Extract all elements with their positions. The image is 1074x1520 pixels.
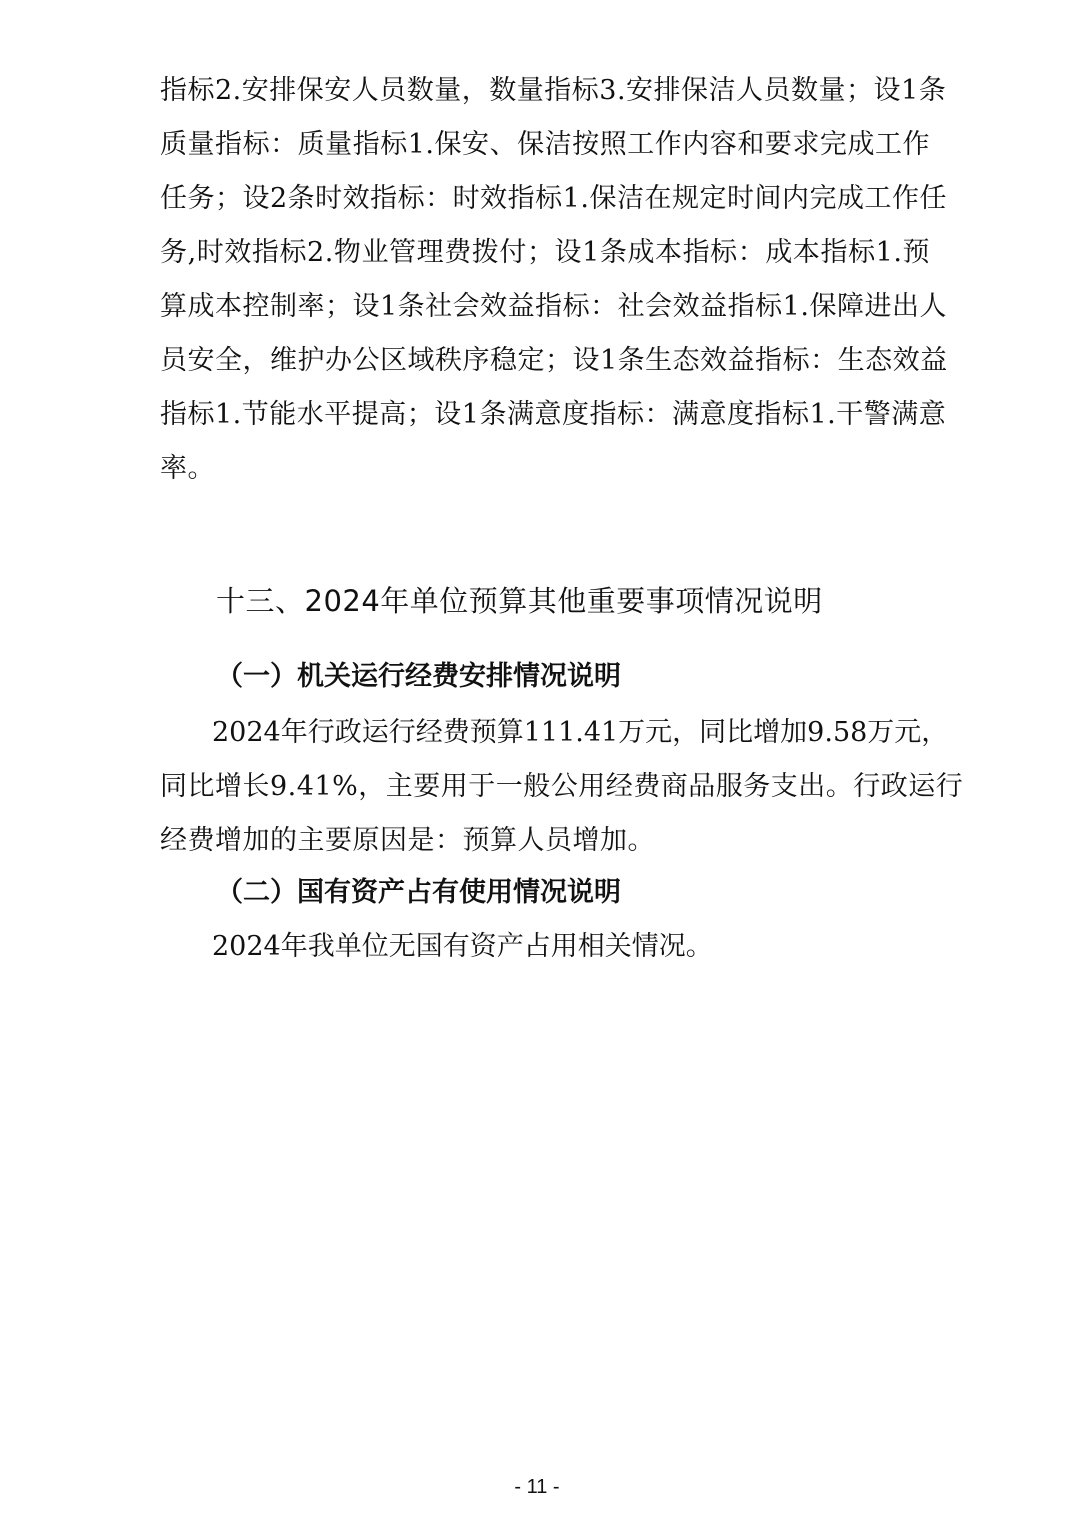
paragraph-line: 指标1.节能水平提高；设1条满意度指标：满意度指标1.干警满意 [160,399,947,430]
paragraph-line: 算成本控制率；设1条社会效益指标：社会效益指标1.保障进出人 [160,291,947,322]
operating-funds-first-line: 2024年行政运行经费预算111.41万元，同比增加9.58万元， [212,717,949,748]
paragraph-line: 质量指标：质量指标1.保安、保洁按照工作内容和要求完成工作 [160,129,930,160]
operating-funds-paragraph [160,760,964,868]
paragraph-line: 经费增加的主要原因是：预算人员增加。 [160,825,655,856]
paragraph-line: 率。 [160,453,215,484]
section-heading: 十三、2024年单位预算其他重要事项情况说明 [216,584,823,618]
paragraph-line: 同比增长9.41%，主要用于一般公用经费商品服务支出。行政运行 [160,771,964,802]
paragraph-line: 员安全，维护办公区域秩序稳定；设1条生态效益指标：生态效益 [160,345,948,376]
subsection-heading-state-assets: （二）国有资产占有使用情况说明 [216,877,621,908]
paragraph-line: 任务；设2条时效指标：时效指标1.保洁在规定时间内完成工作任 [160,183,947,214]
paragraph-line: 务,时效指标2.物业管理费拨付；设1条成本指标：成本指标1.预 [160,237,930,268]
subsection-heading-operating-funds: （一）机关运行经费安排情况说明 [216,661,621,692]
page-number: - 11 - [514,1476,560,1498]
state-assets-text: 2024年我单位无国有资产占用相关情况。 [212,931,713,962]
performance-indicators-paragraph [160,64,948,496]
paragraph-line: 指标2.安排保安人员数量，数量指标3.安排保洁人员数量；设1条 [160,75,947,106]
